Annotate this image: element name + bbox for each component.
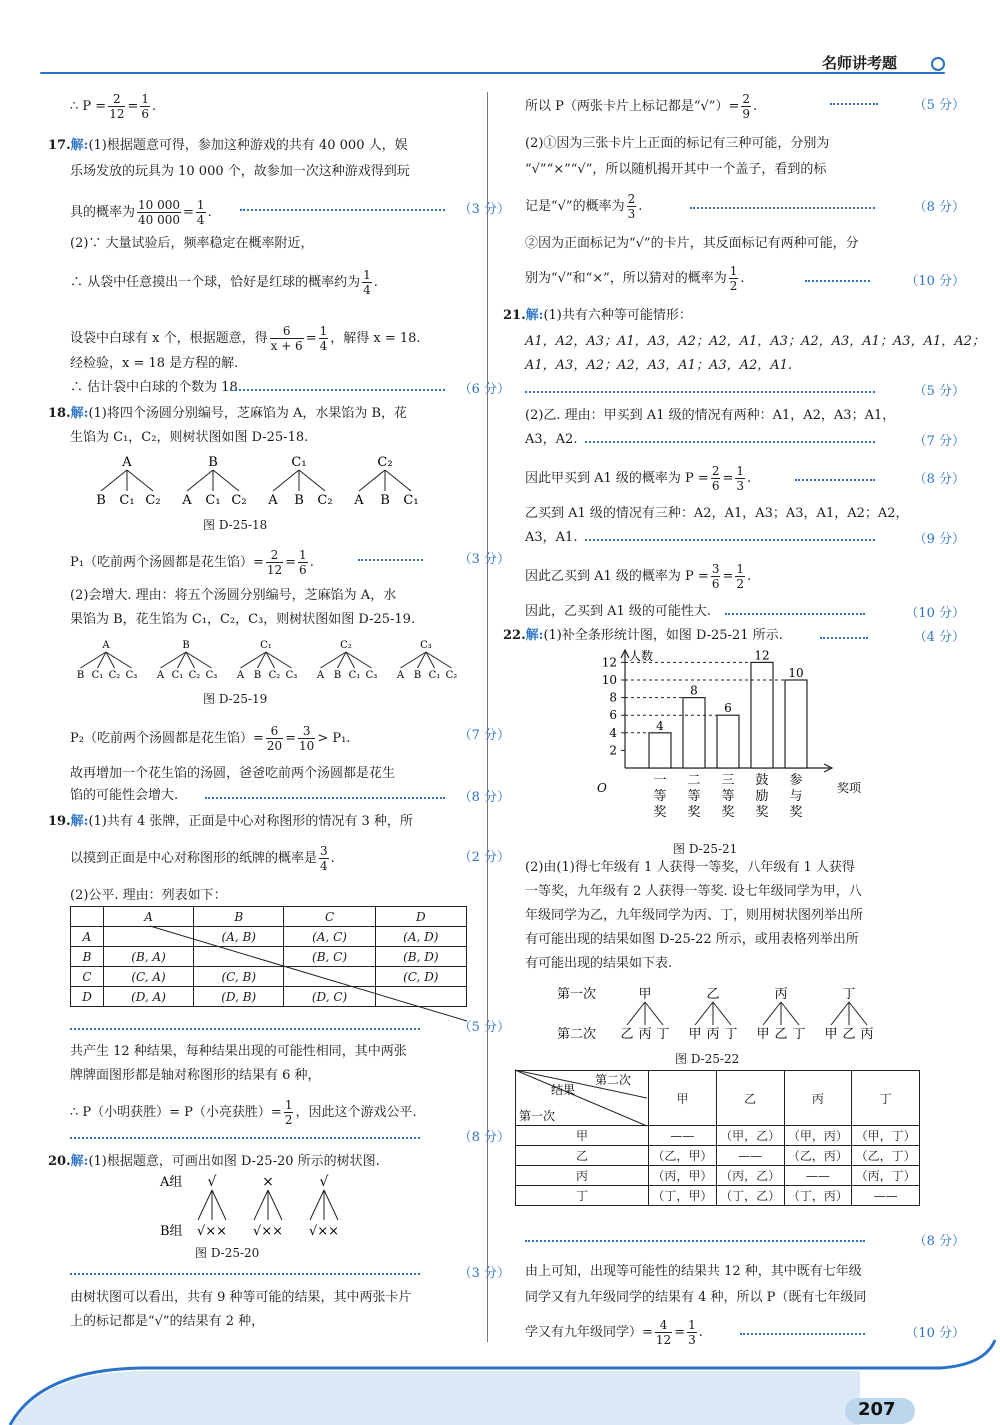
tree-leaf-node: C₂ (108, 670, 121, 681)
q20b-line-d: 记是“√”的概率为 $\frac{2}{3}$ . (525, 192, 643, 221)
q20-line-a: 20.解:(1)根据题意，可画出如图 D-25-20 所示的树状图. (48, 1154, 380, 1169)
q19-line-e: 牌牌面图形都是轴对称图形的结果有 6 种， (70, 1068, 321, 1083)
q21-score-1: （5 分） (913, 384, 965, 399)
q22-line-a: 22.解:(1)补全条形统计图，如图 D-25-21 所示. (503, 628, 783, 643)
tree-leaf-node: A (354, 493, 364, 508)
tree-leaf-node: 甲 (688, 1027, 702, 1042)
tree-branch (645, 1002, 663, 1025)
q22-score-3: （10 分） (905, 1326, 965, 1341)
y-tick-label: 6 (609, 708, 617, 723)
q19-score-2: （5 分） (458, 1020, 510, 1035)
bar (717, 715, 739, 768)
x-tick-label: 一 (653, 773, 667, 788)
q18-line-e: 果馅为 B，花生馅为 C₁，C₂，C₃，则树状图如图 D-25-19. (70, 612, 416, 627)
q20b-line-c: “√”“×”“√”，所以随机揭开其中一个盖子，看到的标 (525, 162, 827, 177)
header-ring-icon (931, 57, 945, 71)
q22-table-wrap (515, 1070, 920, 1206)
table-cell: (D, B) (194, 987, 284, 1007)
q18-line-c: P₁（吃前两个汤圆都是花生馅）= $\frac{2}{12}$ = $\frac{1}{6}$ . (70, 548, 314, 577)
table-header-cell: A (104, 907, 194, 927)
q19-score-1: （2 分） (458, 850, 510, 865)
tree-leaf-node: √×× (308, 1224, 340, 1239)
bar-value-label: 4 (656, 718, 664, 733)
table-cell: 丁 (516, 1186, 649, 1206)
tree-branch (359, 470, 385, 491)
tree-leaf-node: C₁ (403, 493, 419, 508)
tree-leaf-node: 丙 (638, 1027, 652, 1042)
tree-root-node: C₂ (340, 640, 352, 651)
table-row (516, 1166, 920, 1186)
tree-level-label: 第二次 (557, 1027, 597, 1042)
q19-table-wrap (70, 906, 467, 1007)
q17-score-2: （6 分） (458, 382, 510, 397)
left-line-0: ∴ P = $\frac{2}{12}$ = $\frac{1}{6}$ . (70, 92, 157, 121)
q21-line-j: 因此，乙买到 A1 级的可能性大. (525, 604, 712, 619)
table-cell: —— (784, 1166, 852, 1186)
tree-leaf-node: C₃ (125, 670, 138, 681)
tree-branch (849, 1002, 867, 1025)
q17-score-1: （3 分） (458, 202, 510, 217)
table-cell: （丁，丙） (784, 1186, 852, 1206)
table-cell: （乙，甲） (649, 1146, 717, 1166)
q21-line-e: A3，A2. (525, 432, 578, 447)
tree-leaf-node: 丁 (724, 1027, 738, 1042)
bar (785, 680, 807, 768)
tree-root-node: √ (207, 1174, 217, 1190)
header-title: 名师讲考题 (822, 54, 898, 72)
table-header-cell: C (284, 907, 375, 927)
q19-score-3: （8 分） (458, 1130, 510, 1145)
table-header-cell: B (194, 907, 284, 927)
table-header-cell: 甲 (649, 1071, 717, 1126)
dot-leader (70, 1273, 420, 1275)
dot-leader (795, 479, 875, 481)
tree-leaf-node: A (236, 670, 245, 681)
dot-leader (830, 103, 878, 105)
tree-leaf-node: C₃ (285, 670, 298, 681)
x-tick-label: 奖 (755, 805, 769, 820)
x-tick-label: 奖 (789, 805, 803, 820)
table-row (516, 1126, 920, 1146)
tree-leaf-node: C₁ (428, 670, 441, 681)
tree-branch (831, 1002, 849, 1025)
tree-root-node: 乙 (706, 987, 720, 1002)
q20b-line-e: ②因为正面标记为“√”的卡片，其反面标记有两种可能，分 (525, 236, 859, 251)
x-tick-label: 等 (721, 789, 735, 804)
y-tick-label: 2 (609, 743, 617, 758)
table-header-cell: 丁 (852, 1071, 920, 1126)
table-cell: 乙 (516, 1146, 649, 1166)
tree-leaf-node: C₂ (145, 493, 161, 508)
q20-line-b: 由树状图可以看出，共有 9 种等可能的结果，其中两张卡片 (70, 1290, 412, 1305)
x-tick-label: 等 (653, 789, 667, 804)
tree-leaf-node: 丙 (706, 1027, 720, 1042)
tree-branch (127, 470, 153, 491)
tree-leaf-node: B (333, 670, 342, 681)
tree-branch (713, 1002, 731, 1025)
table-header-cell: 乙 (716, 1071, 784, 1126)
y-tick-label: 8 (609, 690, 617, 705)
figure-caption: 图 D-25-22 (675, 1052, 740, 1066)
x-tick-label: 等 (687, 789, 701, 804)
tree-branch (213, 470, 239, 491)
y-tick-label: 4 (609, 725, 617, 740)
bar-value-label: 8 (690, 683, 698, 698)
group-label: A组 (160, 1175, 183, 1190)
header-rule (40, 72, 945, 74)
tree-diagram-d-25-22 (545, 982, 885, 1046)
figure-caption: 图 D-25-21 (673, 842, 738, 856)
q22-score-1: （4 分） (913, 630, 965, 645)
table-cell: (C, D) (375, 967, 466, 987)
figure-caption: 图 D-25-19 (203, 692, 268, 706)
tree-leaf-node: 丁 (656, 1027, 670, 1042)
table-cell: （甲，丁） (852, 1126, 920, 1146)
tree-root-node: C₃ (420, 640, 432, 651)
tree-root-node: A (102, 640, 110, 651)
q19-line-c: (2)公平. 理由：列表如下： (70, 888, 227, 903)
table-cell: (C, B) (194, 967, 284, 987)
x-tick-label: 奖 (687, 805, 701, 820)
table-cell: C (71, 967, 104, 987)
q20b-score-2: （8 分） (913, 200, 965, 215)
table-cell: (B, D) (375, 947, 466, 967)
q20-score-1: （3 分） (458, 1266, 510, 1281)
table-cell: —— (716, 1146, 784, 1166)
x-tick-label: 三 (721, 773, 735, 788)
table-row (516, 1186, 920, 1206)
bar-value-label: 10 (788, 666, 804, 680)
bar-value-label: 6 (724, 701, 732, 716)
corner-label: 第二次 (595, 1073, 632, 1087)
q22-line-b: (2)由(1)得七年级有 1 人获得一等奖，八年级有 1 人获得 (525, 860, 855, 875)
q18-line-b: 生馅为 C₁，C₂，则树状图如图 D-25-18. (70, 430, 309, 445)
bar (683, 698, 705, 768)
x-tick-label: 励 (755, 789, 769, 804)
tree-level-label: 第一次 (557, 987, 597, 1002)
table-cell: （乙，丁） (852, 1146, 920, 1166)
tree-branch (273, 470, 299, 491)
tree-leaf-node: B (96, 493, 106, 508)
q19-line-d: 共产生 12 种结果，每种结果出现的可能性相同，其中两张 (70, 1044, 407, 1059)
q18-score-2: （7 分） (458, 728, 510, 743)
q22-line-f: 有可能出现的结果如下表. (525, 956, 673, 971)
table-cell: 甲 (516, 1126, 649, 1146)
dot-leader (690, 207, 875, 209)
dot-leader (740, 1333, 865, 1335)
x-tick-label: 参 (789, 773, 803, 788)
table-header-cell: D (375, 907, 466, 927)
q21-score-2: （7 分） (913, 434, 965, 449)
tree-diagram-d-25-18 (85, 452, 419, 512)
table-cell: A (71, 927, 104, 947)
tree-leaf-node: C₂ (188, 670, 201, 681)
q19-line-a: 19.解:(1)共有 4 张牌，正面是中心对称图形的情况有 3 种，所 (48, 814, 413, 829)
table-cell: (D, C) (284, 987, 375, 1007)
dot-leader (230, 389, 445, 391)
table-cell: (B, C) (284, 947, 375, 967)
tree-leaf-node: A (396, 670, 405, 681)
dot-leader (525, 1240, 865, 1242)
table-cell: B (71, 947, 104, 967)
q21-score-3: （8 分） (913, 472, 965, 487)
table-diagonal (70, 906, 467, 1021)
dot-leader (358, 559, 423, 561)
tree-leaf-node: 乙 (774, 1027, 788, 1042)
tree-leaf-node: √×× (196, 1224, 228, 1239)
x-tick-label: 奖 (721, 805, 735, 820)
q21-line-g: 乙买到 A1 级的情况有三种：A2，A1，A3；A3，A1，A2；A2， (525, 506, 909, 521)
y-tick-label: 12 (601, 655, 617, 670)
tree-leaf-node: 乙 (842, 1027, 856, 1042)
figure-caption: 图 D-25-18 (203, 518, 268, 532)
tree-leaf-node: C₂ (231, 493, 247, 508)
q22-line-h: 同学又有九年级同学的结果有 4 种，所以 P（既有七年级同 (525, 1290, 867, 1305)
tree-leaf-node: A (182, 493, 192, 508)
tree-branch (627, 1002, 645, 1025)
tree-branch (385, 470, 411, 491)
table-cell: (A, D) (375, 927, 466, 947)
tree-branch (101, 470, 127, 491)
table-cell: （丙，丁） (852, 1166, 920, 1186)
q21-line-d: (2)乙. 理由：甲买到 A1 级的情况有两种：A1，A2，A3；A1， (525, 408, 896, 423)
bar (751, 662, 773, 768)
table-corner-diagonals (515, 1070, 647, 1126)
table-cell: (A, C) (284, 927, 375, 947)
x-tick-label: 奖 (653, 805, 667, 820)
x-tick-label: 二 (687, 773, 701, 788)
corner-label: 第一次 (519, 1109, 556, 1123)
q22-line-e: 有可能出现的结果如图 D-25-22 所示，或用表格列举出所 (525, 932, 859, 947)
q19-line-b: 以摸到正面是中心对称图形的纸牌的概率是 $\frac{3}{4}$ . (70, 844, 335, 873)
table-cell: (B, A) (104, 947, 194, 967)
q21-line-a: 21.解:(1)共有六种等可能情形： (503, 308, 692, 323)
q21-line-h: A3，A1. (525, 530, 578, 545)
tree-branch (254, 1190, 268, 1220)
tree-leaf-node: B (76, 670, 85, 681)
tree-leaf-node: 丁 (792, 1027, 806, 1042)
tree-root-node: C₁ (260, 640, 272, 651)
page-number: 207 (858, 1399, 896, 1420)
y-tick-label: 10 (601, 673, 617, 687)
figure-caption: 图 D-25-20 (195, 1246, 260, 1260)
table-cell: (D, A) (104, 987, 194, 1007)
tree-leaf-node: B (413, 670, 422, 681)
tree-leaf-node: 甲 (824, 1027, 838, 1042)
dot-leader (240, 209, 445, 211)
bar (649, 733, 671, 768)
tree-root-node: C₁ (291, 455, 307, 470)
tree-branch (324, 1190, 338, 1220)
tree-root-node: 丁 (842, 987, 856, 1002)
table-cell: —— (649, 1126, 717, 1146)
table-cell: 丙 (516, 1166, 649, 1186)
tree-leaf-node: √×× (252, 1224, 284, 1239)
bar-chart-d-25-21 (585, 648, 875, 838)
tree-leaf-node: C₁ (205, 493, 221, 508)
q17-line-e: ∴ 从袋中任意摸出一个球，恰好是红球的概率约为 $\frac{1}{4}$ . (70, 268, 378, 297)
q17-line-d: (2)∵ 大量试验后，频率稳定在概率附近， (70, 236, 314, 251)
dot-leader (70, 1137, 420, 1139)
tree-branch (187, 470, 213, 491)
y-axis-label: 人数 (629, 649, 654, 663)
table-cell: （丙，乙） (716, 1166, 784, 1186)
origin-label: O (597, 781, 607, 795)
tree-root-node: B (182, 640, 190, 651)
dot-leader (205, 797, 445, 799)
tree-branch (198, 1190, 212, 1220)
q17-line-h: ∴ 估计袋中白球的个数为 18. (70, 380, 242, 395)
table-cell: （丁，乙） (716, 1186, 784, 1206)
tree-leaf-node: C₃ (205, 670, 218, 681)
tree-leaf-node: C₃ (365, 670, 378, 681)
tree-leaf-node: C₁ (348, 670, 361, 681)
q20b-score-3: （10 分） (905, 274, 965, 289)
q17-line-b: 乐场发放的玩具为 10 000 个，故参加一次这种游戏得到玩 (70, 164, 410, 179)
q21-score-5: （10 分） (905, 606, 965, 621)
tree-branch (310, 1190, 324, 1220)
tree-root-node: C₂ (377, 455, 393, 470)
table-cell: —— (852, 1186, 920, 1206)
table-cell: （丁，甲） (649, 1186, 717, 1206)
dot-leader (525, 391, 875, 393)
q22-line-d: 年级同学为乙，九年级同学为丙、丁，则用树状图列举出所 (525, 908, 864, 923)
tree-leaf-node: C₁ (119, 493, 135, 508)
tree-leaf-node: B (253, 670, 262, 681)
tree-diagram-d-25-19 (70, 636, 470, 686)
tree-branch (695, 1002, 713, 1025)
q18-score-3: （8 分） (458, 790, 510, 805)
q22-line-c: 一等奖，九年级有 2 人获得一等奖. 设七年级同学为甲，八 (525, 884, 862, 899)
dot-leader (820, 637, 868, 639)
q20b-line-a: 所以 P（两张卡片上标记都是“√”）= $\frac{2}{9}$ . (525, 92, 758, 121)
dot-leader (585, 441, 875, 443)
q21-line-i: 因此乙买到 A1 级的概率为 P = $\frac{3}{6}$ = $\frac{1}{2}$ . (525, 562, 752, 591)
tree-root-node: A (122, 455, 132, 470)
q22-score-2: （8 分） (913, 1234, 965, 1249)
table-cell: （乙，丙） (784, 1146, 852, 1166)
table-cell: (C, A) (104, 967, 194, 987)
q18-line-h: 馅的可能性会增大. (70, 788, 179, 803)
tree-leaf-node: A (268, 493, 278, 508)
q18-line-d: (2)会增大. 理由：将五个汤圆分别编号，芝麻馅为 A，水 (70, 588, 397, 603)
tree-leaf-node: C₂ (317, 493, 333, 508)
x-tick-label: 与 (789, 789, 803, 804)
q20b-line-f: 别为“√”和“×”，所以猜对的概率为 $\frac{1}{2}$ . (525, 264, 745, 293)
tree-branch (268, 1190, 282, 1220)
tree-leaf-node: C₁ (91, 670, 104, 681)
corner-label: 结果 (551, 1083, 576, 1097)
table-cell: （甲，乙） (716, 1126, 784, 1146)
tree-leaf-node: 甲 (756, 1027, 770, 1042)
q22-line-g: 由上可知，出现等可能性的结果共 12 种，其中既有七年级 (525, 1264, 862, 1279)
dot-leader (805, 280, 870, 282)
q21-line-f: 因此甲买到 A1 级的概率为 P = $\frac{2}{6}$ = $\frac{1}{3}$ . (525, 464, 752, 493)
q18-line-a: 18.解:(1)将四个汤圆分别编号，芝麻馅为 A，水果馅为 B，花 (48, 406, 408, 421)
tree-root-node: B (208, 455, 218, 470)
q17-line-f: 设袋中白球有 x 个，根据题意，得 $\frac{6}{x + 6}$ = $\frac{1}{4}$ ，解得 x = 18. (70, 324, 421, 353)
dot-leader (725, 613, 865, 615)
q20b-line-b: (2)①因为三张卡片上正面的标记有三种可能，分别为 (525, 136, 830, 151)
q22-line-i: 学又有九年级同学）= $\frac{4}{12}$ = $\frac{1}{3}$ . (525, 1318, 703, 1347)
tree-root-node: √ (319, 1174, 329, 1190)
tree-root-node: × (262, 1174, 274, 1190)
tree-leaf-node: B (380, 493, 390, 508)
tree-leaf-node: B (294, 493, 304, 508)
tree-leaf-node: A (316, 670, 325, 681)
tree-root-node: 甲 (638, 987, 652, 1002)
tree-leaf-node: A (156, 670, 165, 681)
q17-line-a: 17.解:(1)根据题意可得，参加这种游戏的共有 40 000 人，娱 (48, 138, 408, 153)
group-label: B组 (160, 1224, 183, 1239)
q20-line-c: 上的标记都是“√”的结果有 2 种， (70, 1314, 265, 1329)
tree-diagram-d-25-20 (160, 1172, 400, 1240)
tree-leaf-node: C₂ (445, 670, 458, 681)
dot-leader (585, 539, 875, 541)
q18-score-1: （3 分） (458, 552, 510, 567)
x-axis-label: 奖项 (837, 781, 862, 795)
q17-line-c: 具的概率为 $\frac{10 000}{40 000}$ = $\frac{1}{4}$ . (70, 198, 212, 227)
fraction: $\frac{2}{12}$ (109, 92, 125, 121)
tree-leaf-node: 丙 (860, 1027, 874, 1042)
table-cell: （甲，丙） (784, 1126, 852, 1146)
tree-branch (763, 1002, 781, 1025)
table-row (516, 1146, 920, 1166)
tree-root-node: 丙 (774, 987, 788, 1002)
q17-line-g: 经检验，x = 18 是方程的解. (70, 356, 239, 371)
tree-leaf-node: 乙 (620, 1027, 634, 1042)
tree-leaf-node: C₂ (268, 670, 281, 681)
q20b-score-1: （5 分） (913, 98, 965, 113)
q19-line-f: ∴ P（小明获胜）= P（小亮获胜）= $\frac{1}{2}$ ，因此这个游戏公平. (70, 1098, 417, 1127)
q21-line-c: A1，A3，A2；A2，A3，A1；A3，A2，A1. (525, 358, 793, 373)
tree-leaf-node: C₁ (171, 670, 184, 681)
tree-branch (212, 1190, 226, 1220)
tree-branch (299, 470, 325, 491)
bar-value-label: 12 (754, 648, 770, 663)
q21-score-4: （9 分） (913, 532, 965, 547)
table-cell: (A, B) (194, 927, 284, 947)
dot-leader (70, 1028, 420, 1030)
tree-branch (781, 1002, 799, 1025)
x-tick-label: 鼓 (755, 773, 769, 788)
table-header-cell: 丙 (784, 1071, 852, 1126)
q18-line-f: P₂（吃前两个汤圆都是花生馅）= $\frac{6}{20}$ = $\frac{3}{10}$ > P₁. (70, 724, 351, 753)
table-cell: （丙，甲） (649, 1166, 717, 1186)
q21-line-b: A1，A2，A3；A1，A3，A2；A2，A1，A3；A2，A3，A1；A3，A1，A2； (525, 334, 985, 349)
column-divider (487, 92, 488, 1342)
q18-line-g: 故再增加一个花生馅的汤圆，爸爸吃前两个汤圆都是花生 (70, 766, 396, 781)
table-cell: D (71, 987, 104, 1007)
